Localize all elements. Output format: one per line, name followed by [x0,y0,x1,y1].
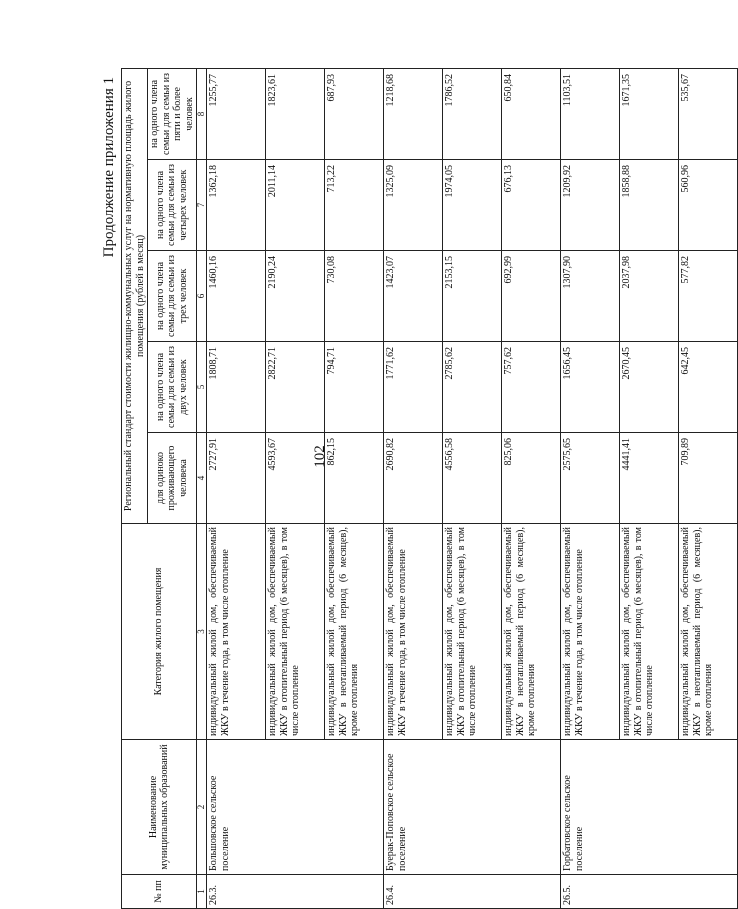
category-cell: индивидуальный жилой дом, обеспечиваемый ЖКУ в неотапливаемый период (6 месяцев), кроме отопления [325,524,384,740]
value-cell: 676,13 [502,160,561,251]
header-family-3: на одного члена семьи для семьи из трех человек [148,251,197,342]
value-cell: 1823,61 [266,68,325,159]
value-cell: 1362,18 [207,160,266,251]
value-cell: 1307,90 [561,251,620,342]
value-cell: 577,82 [679,251,738,342]
category-cell: индивидуальный жилой дом, обеспечиваемый ЖКУ в течение года, в том числе отопление [207,524,266,740]
category-cell: индивидуальный жилой дом, обеспечиваемый ЖКУ в отопительный период (6 месяцев), в том числе отопление [620,524,679,740]
value-cell: 709,89 [679,433,738,524]
value-cell: 4556,58 [443,433,502,524]
value-cell: 1656,45 [561,342,620,433]
category-cell: индивидуальный жилой дом, обеспечиваемый ЖКУ в течение года, в том числе отопление [384,524,443,740]
table-row [384,68,443,908]
category-cell: индивидуальный жилой дом, обеспечиваемый ЖКУ в течение года, в том числе отопление [561,524,620,740]
column-index: 8 [197,68,207,159]
municipality-name: Горбатовское сельское поселение [561,740,738,875]
category-cell: индивидуальный жилой дом, обеспечиваемый ЖКУ в отопительный период (6 месяцев), в том числе отопление [266,524,325,740]
value-cell: 1103,51 [561,68,620,159]
row-number: 26.3. [207,875,384,909]
value-cell: 1460,16 [207,251,266,342]
row-number: 26.5. [561,875,738,909]
value-cell: 2670,45 [620,342,679,433]
appendix-caption: Продолжение приложения 1 [101,77,117,258]
value-cell: 1858,88 [620,160,679,251]
value-cell: 730,08 [325,251,384,342]
value-cell: 2011,14 [266,160,325,251]
value-cell: 1786,52 [443,68,502,159]
value-cell: 1423,07 [384,251,443,342]
column-index: 7 [197,160,207,251]
value-cell: 560,96 [679,160,738,251]
municipality-name: Большовское сельское поселение [207,740,384,875]
column-index: 5 [197,342,207,433]
value-cell: 2190,24 [266,251,325,342]
housing-cost-table [121,68,738,909]
value-cell: 1218,68 [384,68,443,159]
page-number: 102 [311,445,328,468]
value-cell: 862,15 [325,433,384,524]
value-cell: 687,93 [325,68,384,159]
column-index: 4 [197,433,207,524]
value-cell: 1808,71 [207,342,266,433]
value-cell: 642,45 [679,342,738,433]
municipality-name: Буерак-Поповское сельское поселение [384,740,561,875]
value-cell: 2037,98 [620,251,679,342]
value-cell: 2822,71 [266,342,325,433]
value-cell: 794,71 [325,342,384,433]
header-category: Категория жилого помещения [122,524,197,740]
column-index: 1 [197,875,207,909]
value-cell: 757,62 [502,342,561,433]
value-cell: 1325,09 [384,160,443,251]
table-row [561,68,620,908]
value-cell: 2690,82 [384,433,443,524]
header-standard-group: Региональный стандарт стоимости жилищно-коммунальных услуг на нормативную площадь жилого помещения (рублей в месяц) [122,68,148,523]
category-cell: индивидуальный жилой дом, обеспечиваемый ЖКУ в неотапливаемый период (6 месяцев), кроме отопления [679,524,738,740]
value-cell: 2785,62 [443,342,502,433]
value-cell: 535,67 [679,68,738,159]
table-row [207,68,266,908]
value-cell: 650,84 [502,68,561,159]
header-family-4: на одного члена семьи для семьи из четырех человек [148,160,197,251]
value-cell: 692,99 [502,251,561,342]
header-number: № пп [122,875,197,909]
value-cell: 2727,91 [207,433,266,524]
column-index: 3 [197,524,207,740]
value-cell: 4593,67 [266,433,325,524]
header-municipality: Наименование муниципальных образований [122,740,197,875]
value-cell: 1771,62 [384,342,443,433]
value-cell: 4441,41 [620,433,679,524]
value-cell: 1209,92 [561,160,620,251]
header-family-5plus: на одного члена семьи для семьи из пяти и более человек [148,68,197,159]
header-family-2: на одного члена семьи для семьи из двух человек [148,342,197,433]
value-cell: 2575,65 [561,433,620,524]
value-cell: 713,22 [325,160,384,251]
category-cell: индивидуальный жилой дом, обеспечиваемый ЖКУ в отопительный период (6 месяцев), в том числе отопление [443,524,502,740]
value-cell: 1974,05 [443,160,502,251]
column-index: 2 [197,740,207,875]
column-index: 6 [197,251,207,342]
row-number: 26.4. [384,875,561,909]
value-cell: 825,06 [502,433,561,524]
value-cell: 1671,35 [620,68,679,159]
value-cell: 2153,15 [443,251,502,342]
rotated-sheet [97,69,714,909]
header-single: для одиноко проживающего человека [148,433,197,524]
value-cell: 1255,77 [207,68,266,159]
category-cell: индивидуальный жилой дом, обеспечиваемый ЖКУ в неотапливаемый период (6 месяцев), кроме отопления [502,524,561,740]
